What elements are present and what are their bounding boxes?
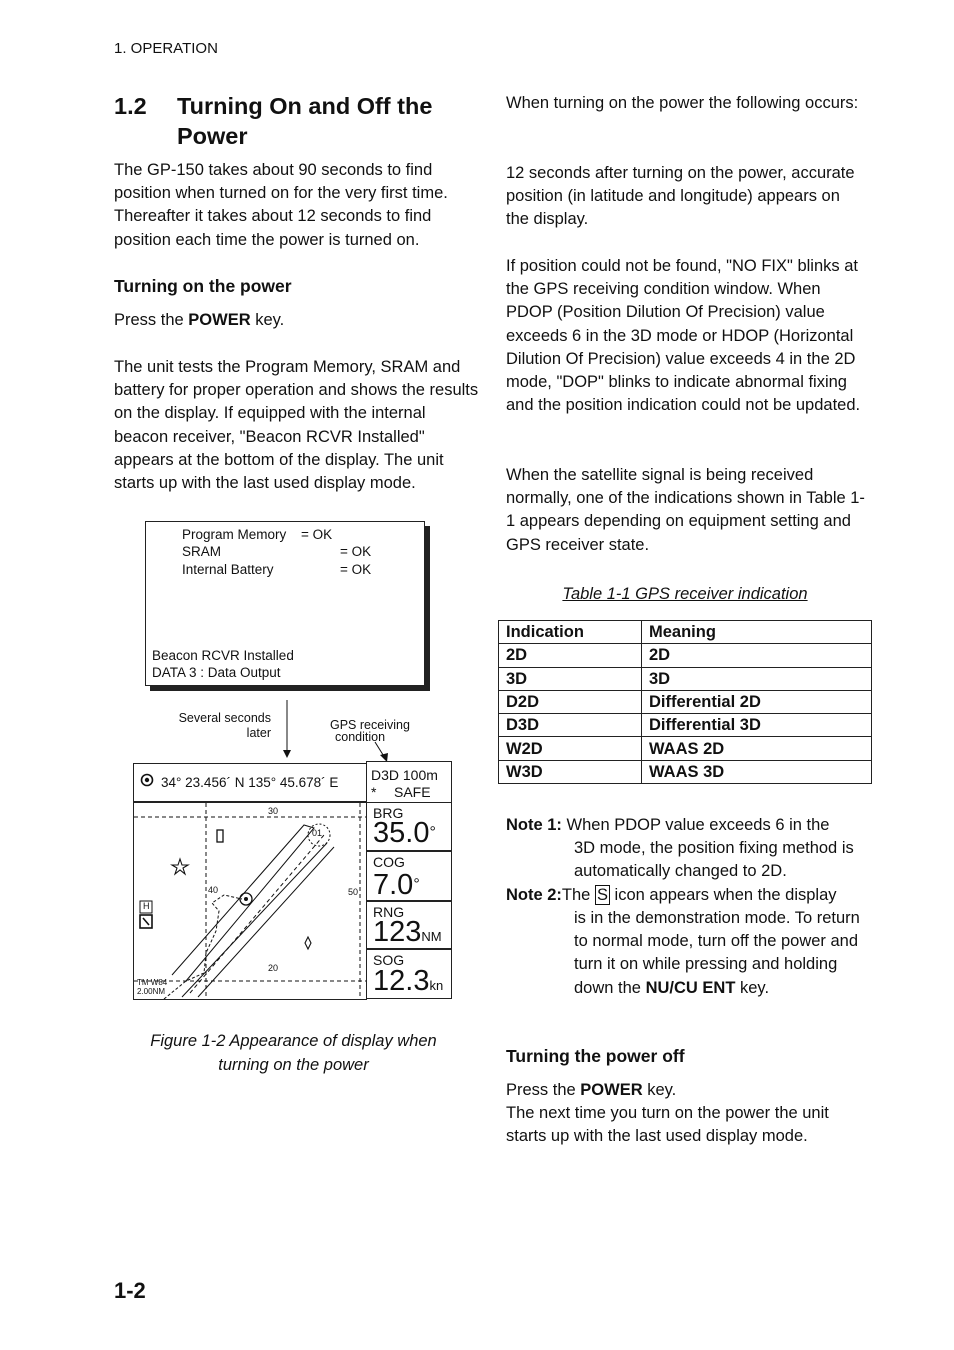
sog-label: SOG xyxy=(373,952,405,968)
note-1-body: 3D mode, the position fixing method is automatically changed to 2D. xyxy=(574,839,854,881)
table-header-cell: Meaning xyxy=(642,621,872,644)
status-star: * xyxy=(371,784,377,800)
table-cell: WAAS 3D xyxy=(642,760,872,783)
plotter-window xyxy=(133,802,367,1000)
table-cell: D2D xyxy=(499,690,642,713)
callout-arrows xyxy=(270,698,400,764)
table-cell: D3D xyxy=(499,714,642,737)
table-cell: Differential 3D xyxy=(642,714,872,737)
brg-box xyxy=(366,802,452,851)
brg-value: 35.0° xyxy=(373,817,436,849)
table-row xyxy=(499,714,872,737)
table-cell: Differential 2D xyxy=(642,690,872,713)
gps-indication-table xyxy=(498,620,872,784)
test-row-value: = OK xyxy=(340,562,372,577)
right-paragraph-4: When the satellite signal is being received normally, one of the indications shown in Table 1-1 appears depending on equipment setting and GPS receiver state. xyxy=(506,466,865,554)
gps-mode: D3D 100m xyxy=(371,767,438,783)
right-paragraph-1: When turning on the power the following occurs: xyxy=(506,94,859,112)
table-cell: 3D xyxy=(642,667,872,690)
power-key: POWER xyxy=(580,1081,643,1099)
data-output-text: DATA 3 : Data Output xyxy=(152,665,281,680)
right-paragraph-2: 12 seconds after turning on the power, accurate position (in latitude and longitude) appears on the display. xyxy=(506,164,855,229)
gps-condition-callout: GPS receiving condition xyxy=(330,718,410,744)
h-icon: H xyxy=(143,901,150,911)
startup-paragraph: The unit tests the Program Memory, SRAM and battery for proper operation and shows the results on the display. If equipped with the internal beacon receiver, "Beacon RCVR Installed" appears at the bottom of the display. The unit starts up with the last used display mode. xyxy=(114,358,479,493)
rng-label: RNG xyxy=(373,904,405,920)
position-bar xyxy=(133,763,367,802)
note-2-label: Note 2: xyxy=(506,886,562,904)
table-cell: 2D xyxy=(499,644,642,667)
heading-title: Turning On and Off the Power xyxy=(177,93,433,149)
table-header-cell: Indication xyxy=(499,621,642,644)
brg-label: BRG xyxy=(373,805,404,821)
beacon-installed-text: Beacon RCVR Installed xyxy=(152,648,294,663)
sog-box xyxy=(366,949,452,999)
table-header-row xyxy=(499,621,872,644)
table-cell: WAAS 2D xyxy=(642,737,872,760)
note-1 xyxy=(506,814,854,881)
turning-off-heading: Turning the power off xyxy=(506,1046,685,1066)
test-row-label: Internal Battery xyxy=(182,562,274,577)
section-header: 1. OPERATION xyxy=(114,40,218,57)
gps-condition-window xyxy=(366,761,452,803)
table-caption: Table 1-1 GPS receiver indication xyxy=(562,585,808,603)
several-seconds-callout: Several seconds later xyxy=(178,711,271,740)
rng-box xyxy=(366,901,452,949)
note-2-body: is in the demonstration mode. To return to normal mode, turn off the power and turn it on while pressing and holding down the NU/CU ENT key. xyxy=(574,909,860,997)
test-row-value: = OK xyxy=(301,527,333,542)
gps-status: SAFE xyxy=(394,784,431,800)
target-icon xyxy=(140,773,154,790)
right-paragraph-3: If position could not be found, "NO FIX" blinks at the GPS receiving condition window. When PDOP (Position Dilution Of Precision) value exceeds 6 in the 3D mode or HDOP (Horizontal Dilution Of Precision) value exceeds 4 in the 2D mode, "DOP" blinks to indicate abnormal fixing and the position indication could not be updated. xyxy=(506,257,861,415)
test-row-value: = OK xyxy=(340,544,372,559)
sog-value: 12.3kn xyxy=(373,965,444,997)
table-row xyxy=(499,690,872,713)
note-2: Note 2:The S icon appears when the display is in the demonstration mode. To return to normal mode, turn off the power and turn it on while pressing and holding down the NU/CU ENT key. xyxy=(506,884,837,907)
nucu-ent-key: NU/CU ENT xyxy=(645,978,736,997)
rng-value: 123NM xyxy=(373,916,442,948)
waypoint-label: 01 xyxy=(312,828,323,838)
range-label-right: 50 xyxy=(348,887,359,897)
turning-off-paragraph: The next time you turn on the power the unit starts up with the last used display mode. xyxy=(506,1104,829,1146)
power-key: POWER xyxy=(188,311,251,329)
range-label-bottom: 20 xyxy=(268,963,279,973)
heading-number: 1.2 xyxy=(114,93,147,119)
cog-label: COG xyxy=(373,854,405,870)
press-power-off-text: Press the POWER key. xyxy=(506,1081,677,1099)
plotter-graphics xyxy=(134,803,366,999)
press-power-on-text: Press the POWER key. xyxy=(114,311,285,329)
table-row xyxy=(499,760,872,783)
table-row xyxy=(499,644,872,667)
table-cell: 2D xyxy=(642,644,872,667)
position-readout: 34° 23.456´ N 135° 45.678´ E xyxy=(161,775,339,790)
page-number: 1-2 xyxy=(114,1278,146,1303)
table-cell: W3D xyxy=(499,760,642,783)
cog-box xyxy=(366,851,452,901)
table-cell: 3D xyxy=(499,667,642,690)
test-row-label: Program Memory xyxy=(182,527,287,542)
s-icon: S xyxy=(596,886,608,904)
range-label-left: 40 xyxy=(208,885,219,895)
note-1-first-line: When PDOP value exceeds 6 in the xyxy=(566,816,830,834)
cog-value: 7.0° xyxy=(373,869,420,901)
turning-on-heading: Turning on the power xyxy=(114,276,292,296)
table-row xyxy=(499,737,872,760)
range-label-top: 30 xyxy=(268,806,279,816)
range-scale-label: 2.00NM xyxy=(137,987,166,996)
intro-paragraph: The GP-150 takes about 90 seconds to find position when turned on for the very first time. Thereafter it takes about 12 seconds to find position each time the power is turned on. xyxy=(114,161,448,249)
figure-caption: Figure 1-2 Appearance of display when turning on the power xyxy=(150,1032,437,1074)
table-row xyxy=(499,667,872,690)
datum-label: TM W84 xyxy=(137,978,168,987)
startup-test-screen xyxy=(145,521,425,686)
table-cell: W2D xyxy=(499,737,642,760)
test-row-label: SRAM xyxy=(182,544,222,559)
note-1-label: Note 1: xyxy=(506,816,562,834)
